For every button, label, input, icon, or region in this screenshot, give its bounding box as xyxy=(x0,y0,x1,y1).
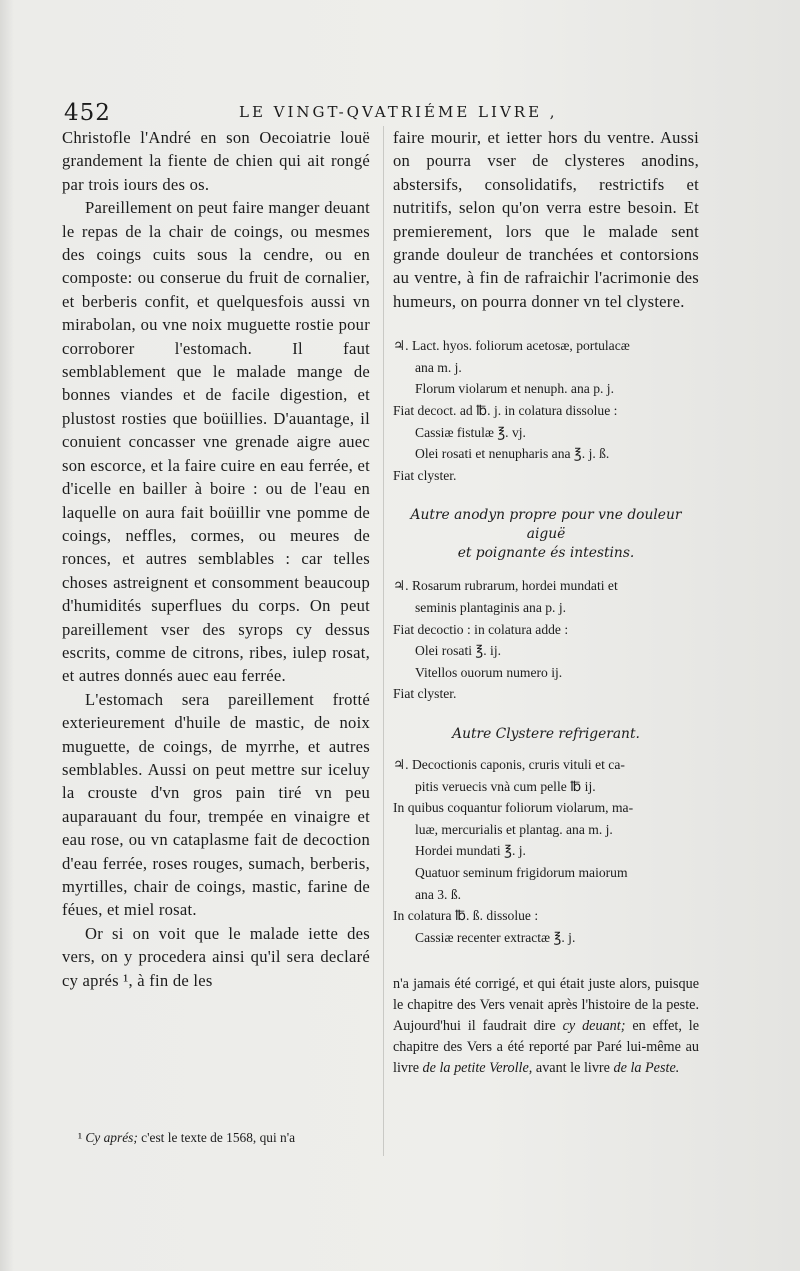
recipe-line: ana 3. ß. xyxy=(415,886,462,902)
right-column xyxy=(393,126,699,1079)
section-heading: Autre anodyn propre pour vne douleur aiguë et poignante és intestins. xyxy=(410,507,682,562)
recipe-line: Cassiæ recenter extractæ ℥. j. xyxy=(415,929,576,945)
recipe-block xyxy=(393,335,699,486)
recipe-line: Fiat clyster. xyxy=(393,467,457,483)
recipe-line: ana m. j. xyxy=(415,359,462,375)
recipe-line: pitis veruecis vnà cum pelle ℔ ij. xyxy=(415,778,596,794)
recipe-line: Cassiæ fistulæ ℥. vj. xyxy=(415,424,526,440)
footnote: ¹ Cy aprés; c'est le texte de 1568, qui n'a xyxy=(78,1130,296,1145)
recipe-line: In quibus coquantur foliorum violarum, ma- xyxy=(393,800,634,816)
recipe-line: In colatura ℔. ß. dissolue : xyxy=(393,908,539,924)
recipe-line: Quatuor seminum frigidorum maiorum xyxy=(415,864,628,880)
recipe-line: Hordei mundati ℥. j. xyxy=(415,843,526,859)
section-heading: Autre Clystere refrigerant. xyxy=(452,725,640,742)
recipe-line: ♃. Decoctionis caponis, cruris vituli et ca- xyxy=(393,756,625,772)
column-divider xyxy=(383,126,384,1156)
recipe-line: Fiat clyster. xyxy=(393,686,457,702)
paragraph: faire mourir, et ietter hors du ventre. Aussi on pourra vser de clysteres anodins, abstersifs, consolidatifs, restrictifs et nutritifs, selon qu'on verra estre besoin. Et premierement, lors que le malade sent grande douleur de tranchées et contorsions au ventre, à fin de rafraichir l'acrimonie des humeurs, on pourra donner vn tel clystere. xyxy=(393,128,699,311)
recipe-line: luæ, mercurialis et plantag. ana m. j. xyxy=(415,821,613,837)
footnote-marker: ¹ xyxy=(78,1130,83,1145)
paragraph: L'estomach sera pareillement frotté exterieurement d'huile de mastic, de noix muguette, de coings, de myrrhe, et autres semblables. Aussi on peut mettre sur iceluy la crouste d'vn gros pain tiré vn peu auparauant du four, trempée en vinaigre et eau rose, ou vn cataplasme fait de decoction d'eau ferrée, roses rouges, sumach, berberis, myrtilles, chair de coings, mastic, farine de féues, et miel rosat. xyxy=(62,689,370,920)
left-column xyxy=(62,126,370,992)
footnote-continuation: n'a jamais été corrigé, et qui était juste alors, puisque le chapitre des Vers venait après l'histoire de la peste. Aujourd'hui il faudrait dire cy deuant; en effet, le chapitre des Vers a été reporté par Paré lui-même au livre de la petite Verolle, avant le livre de la Peste. xyxy=(393,976,699,1077)
recipe-line: ♃. Rosarum rubrarum, hordei mundati et xyxy=(393,578,618,594)
recipe-block xyxy=(393,754,699,948)
recipe-line: Fiat decoct. ad ℔. j. in colatura dissolue : xyxy=(393,403,618,419)
page-number: 452 xyxy=(64,100,111,126)
recipe-line: Fiat decoctio : in colatura adde : xyxy=(393,621,569,637)
recipe-line: Vitellos ouorum numero ij. xyxy=(415,664,563,680)
recipe-line: seminis plantaginis ana p. j. xyxy=(415,600,567,615)
recipe-line: Olei rosati ℥. ij. xyxy=(415,643,502,659)
paragraph: Pareillement on peut faire manger deuant le repas de la chair de coings, ou mesmes des coings cuits sous la cendre, ou en composte: ou conserue du fruit de cornalier, et berberis confit, et quelquesfois aussi vn mirabolan, ou vne noix muguette rostie pour corroborer l'estomach. Il faut semblablement que le malade mange de bonnes viandes et de facile digestion, et plustost rosties que boüillies. D'auantage, il conuient concasser vne grenade aigre auec son escorce, et la faire cuire en eau ferrée, et d'icelle en bailler à boire : ou de l'eau en laquelle on aura fait boüillir vne pomme de coings, neffles, cormes, ou meures de ronces, et autres semblables : car telles choses astreignent et consomment beaucoup d'humidités superflues du corps. On peut pareillement vser des syrops cy dessus escrits, comme de citrons, ribes, iulep rosat, et autres donnés auec eau ferrée. xyxy=(62,198,370,686)
recipe-line: Florum violarum et nenuph. ana p. j. xyxy=(415,381,614,397)
paragraph: Or si on voit que le malade iette des vers, on y procedera ainsi qu'il sera declaré cy aprés ¹, à fin de les xyxy=(62,923,370,990)
recipe-block xyxy=(393,575,699,705)
paragraph: Christofle l'André en son Oecoiatrie louë grandement la fiente de chien qui ait rongé par trois iours des os. xyxy=(62,128,370,194)
recipe-line: ♃. Lact. hyos. foliorum acetosæ, portulacæ xyxy=(393,338,630,354)
running-title: LE VINGT-QVATRIÉME LIVRE , xyxy=(239,103,558,121)
recipe-line: Olei rosati et nenupharis ana ℥. j. ß. xyxy=(415,446,610,462)
